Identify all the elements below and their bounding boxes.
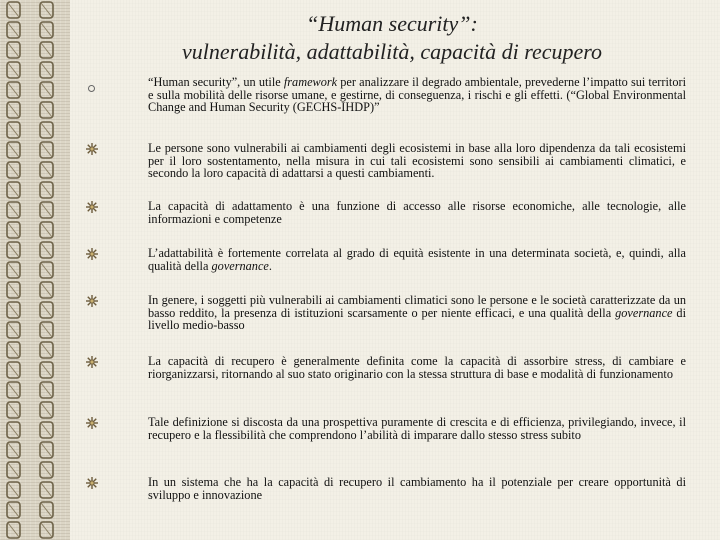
- circle-bullet-icon: [88, 85, 95, 92]
- paragraph-text: Le persone sono vulnerabili ai cambiamenti degli ecosistemi in base alla loro dipendenza da tali ecosistemi per il loro sostentamento, nella misura in cui tali ecosistemi sono sensibili ai cambiamenti climatici, e secondo la loro capacità di adattarsi a questi cambiamenti.: [148, 141, 686, 181]
- bullet-paragraph: [148, 247, 686, 272]
- paragraph-text: In genere, i soggetti più vulnerabili ai cambiamenti climatici sono le persone e le società caratterizzate da un basso reddito, la presenza di istituzioni scarsamente o per niente efficaci, e una qualità della: [148, 293, 686, 320]
- italic-term: governance: [211, 258, 269, 273]
- star-bullet-icon: [84, 199, 100, 215]
- chain-decoration-icon: [37, 0, 57, 540]
- paragraph-text: per analizzare il degrado ambientale, prevederne l’impatto sui territori e sulla mobilità delle risorse umane, e gestirne, di conseguenza, i rischi e gli effetti. (“Global Environmental Change and Human Security (GECHS-IHDP)”: [148, 75, 686, 115]
- paragraph-text: In un sistema che ha la capacità di recupero il cambiamento ha il potenziale per creare opportunità di sviluppo e innovazione: [148, 475, 686, 502]
- paragraph-text: di livello medio-basso: [148, 305, 686, 333]
- slide-content: [82, 0, 702, 540]
- italic-term: governance: [615, 305, 673, 320]
- bullet-paragraph: [148, 76, 686, 114]
- slide-title: [82, 10, 702, 66]
- bullet-paragraph: [148, 294, 686, 332]
- paragraph-text: L’adattabilità è fortemente correlata al grado di equità esistente in una determinata società, e, quindi, alla qualità della: [148, 246, 686, 273]
- bullet-paragraph: [148, 355, 686, 380]
- star-bullet-icon: [84, 141, 100, 157]
- bullet-paragraph: [148, 142, 686, 180]
- chain-decoration-icon: [4, 0, 24, 540]
- bullet-paragraph: [148, 200, 686, 225]
- bullet-paragraph: [148, 416, 686, 441]
- bullet-paragraph: [148, 476, 686, 501]
- star-bullet-icon: [84, 354, 100, 370]
- italic-term: framework: [283, 75, 338, 89]
- star-bullet-icon: [84, 293, 100, 309]
- paragraph-text: .: [268, 258, 272, 273]
- paragraph-text: La capacità di adattamento è una funzione di accesso alle risorse economiche, alle tecnologie, alle informazioni e competenze: [148, 199, 686, 226]
- paragraph-text: La capacità di recupero è generalmente definita come la capacità di assorbire stress, di cambiare e riorganizzarsi, ritornando al suo stato originario con la stessa struttura di base e modalità di funzionamento: [148, 354, 686, 381]
- star-bullet-icon: [84, 415, 100, 431]
- title-line-2: vulnerabilità, adattabilità, capacità di recupero: [182, 39, 602, 64]
- decorative-left-band: [0, 0, 70, 540]
- title-line-1: “Human security”:: [306, 11, 478, 36]
- star-bullet-icon: [84, 475, 100, 491]
- paragraph-text: “Human security”, un utile: [148, 75, 284, 89]
- star-bullet-icon: [84, 246, 100, 262]
- paragraph-text: Tale definizione si discosta da una prospettiva puramente di crescita e di efficienza, privilegiando, invece, il recupero e la flessibilità che comprendono l’abilità di imparare dallo stesso stress subito: [148, 415, 686, 442]
